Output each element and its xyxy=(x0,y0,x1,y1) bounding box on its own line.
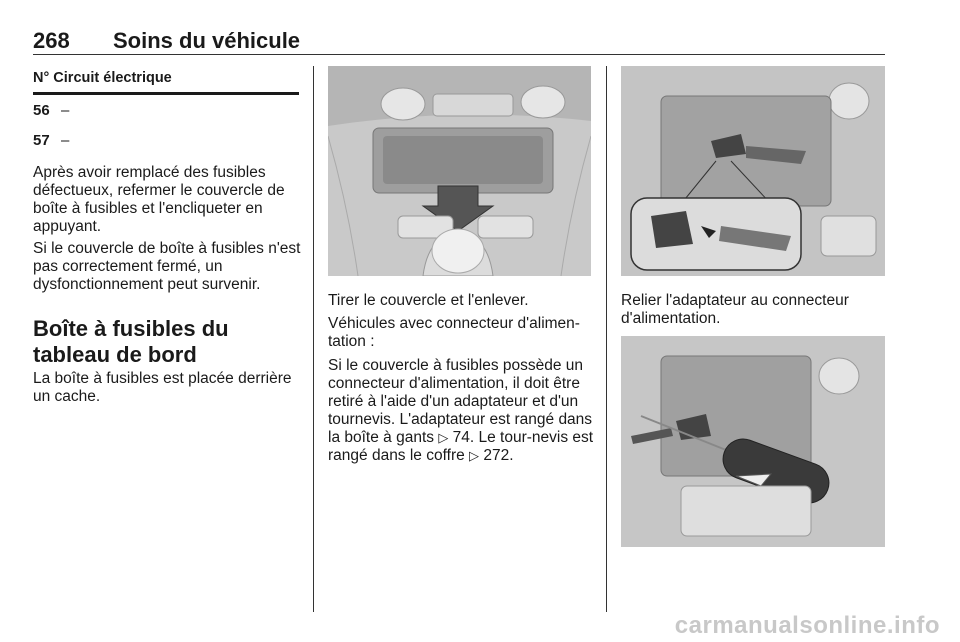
figure-screwdriver xyxy=(621,336,885,547)
header-rule xyxy=(33,54,885,55)
fuse-cover-illustration xyxy=(328,66,591,276)
paragraph: Après avoir remplacé des fusibles défectueux, refermer le couvercle de boîte à fusibles et l'encliqueter en appuyant. xyxy=(33,164,285,235)
row-number: 57 xyxy=(33,132,50,149)
reference-arrow-icon: ▷ xyxy=(438,430,449,445)
paragraph: Si le couvercle de boîte à fusibles n'est pas correctement fermé, un dysfonctionnement peut survenir. xyxy=(33,240,301,293)
paragraph: Relier l'adaptateur au connecteur d'alimentation. xyxy=(621,292,849,327)
row-value: – xyxy=(61,102,70,119)
paragraph: La boîte à fusibles est placée derrière un cache. xyxy=(33,370,292,405)
reference-arrow-icon: ▷ xyxy=(469,448,480,463)
column-divider xyxy=(313,66,314,612)
figure-fuse-cover-removal xyxy=(328,66,591,276)
table-rule xyxy=(33,92,299,95)
screwdriver-illustration xyxy=(621,336,885,547)
paragraph: Tirer le couvercle et l'enlever. xyxy=(328,292,529,309)
watermark: carmanualsonline.info xyxy=(674,612,940,639)
paragraph-part: . Le tour-nevis est rangé dans le coffre xyxy=(328,429,594,464)
page-reference[interactable]: 272 xyxy=(483,447,510,464)
column-divider xyxy=(606,66,607,612)
table-row xyxy=(33,132,69,149)
page-reference[interactable]: 74 xyxy=(452,429,470,446)
paragraph-part: Si le couvercle à fusibles possède un connecteur d'alimentation, il doit être retiré à l'aide d'un adaptateur et d'un tournevis. L'adaptateur est rangé dans la boîte à gants xyxy=(328,357,593,446)
figure-adapter-connector xyxy=(621,66,885,276)
row-number: 56 xyxy=(33,102,50,119)
paragraph: Véhicules avec connecteur d'alimen-tation : xyxy=(328,315,580,350)
page-title: Soins du véhicule xyxy=(113,28,301,53)
table-header: N° Circuit électrique xyxy=(33,70,172,86)
table-row xyxy=(33,102,69,119)
adapter-illustration xyxy=(621,66,885,276)
row-value: – xyxy=(61,132,70,149)
paragraph xyxy=(328,357,596,465)
page-number: 268 xyxy=(33,28,70,53)
section-title: Boîte à fusibles du tableau de bord xyxy=(33,316,229,367)
paragraph-part: . xyxy=(509,447,514,464)
